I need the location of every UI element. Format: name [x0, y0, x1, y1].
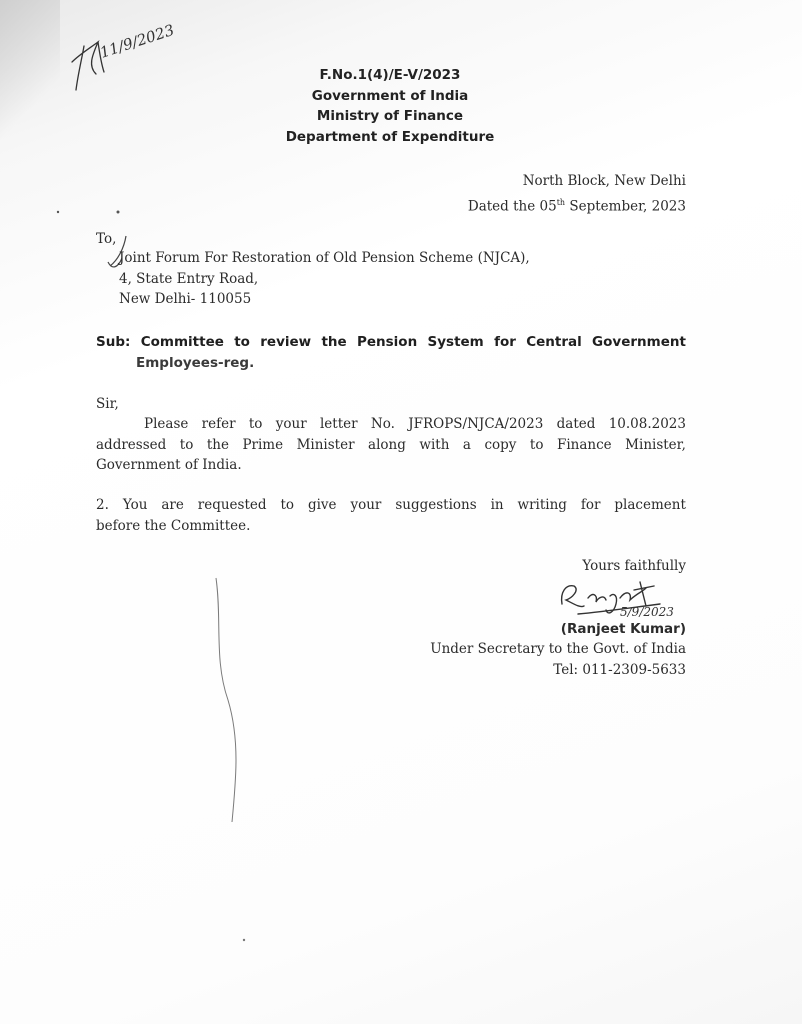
- ministry-name: Ministry of Finance: [316, 108, 464, 124]
- word: System: [427, 334, 484, 350]
- word: No.: [370, 416, 395, 432]
- word: JFROPS/NJCA/2023: [408, 416, 544, 432]
- paragraph-line: Government of India.: [96, 457, 242, 473]
- word: to: [248, 416, 263, 432]
- paragraph-line: [96, 414, 686, 435]
- word: the: [206, 436, 229, 453]
- word: your: [350, 497, 382, 513]
- word: Committee: [140, 334, 224, 350]
- word: Government: [592, 334, 686, 350]
- paragraph-2: [96, 495, 686, 536]
- word: Please: [144, 416, 189, 432]
- recipient-line: 4, State Entry Road,: [119, 270, 259, 287]
- word: 10.08.2023: [608, 416, 686, 432]
- word: with: [419, 436, 450, 453]
- word: the: [321, 334, 347, 350]
- word: Minister: [296, 436, 355, 453]
- paragraph-line: [96, 495, 686, 516]
- word: are: [161, 497, 184, 513]
- word: suggestions: [395, 497, 477, 513]
- word: refer: [201, 416, 236, 432]
- place-and-date: [468, 170, 686, 218]
- letter-date: Dated the 05th September, 2023: [467, 198, 686, 215]
- subject-line: Employees-reg.: [136, 355, 255, 371]
- word: for: [494, 334, 516, 350]
- word: for: [580, 497, 601, 513]
- recipient-line: New Delhi- 110055: [119, 291, 252, 307]
- subject-line: [96, 332, 686, 353]
- word: copy: [484, 436, 517, 453]
- to-label: To,: [96, 231, 117, 247]
- word: to: [179, 436, 194, 453]
- paragraph-1: [96, 414, 686, 476]
- word: to: [234, 334, 250, 350]
- paper-crease: [216, 578, 236, 822]
- word: addressed: [96, 436, 167, 453]
- speck: [117, 211, 120, 214]
- government-name: Government of India: [311, 87, 469, 104]
- signatory-name: (Ranjeet Kumar): [560, 620, 686, 637]
- location: North Block, New Delhi: [522, 173, 686, 189]
- word: You: [122, 497, 148, 513]
- signature-space: [430, 577, 686, 619]
- speck: [57, 211, 59, 213]
- word: to: [280, 497, 295, 513]
- signature-block: [430, 556, 686, 680]
- file-number: F.No.1(4)/E-V/2023: [319, 67, 461, 83]
- top-annotation-date: 11/9/2023: [97, 20, 177, 62]
- department-name: Department of Expenditure: [285, 128, 495, 145]
- signature-date: 5/9/2023: [620, 605, 674, 619]
- word: Sub:: [96, 334, 131, 350]
- salutation: Sir,: [96, 396, 119, 412]
- paragraph-line: before the Committee.: [96, 517, 251, 534]
- word: writing: [517, 497, 567, 513]
- word: dated: [556, 416, 596, 432]
- word: requested: [197, 497, 267, 513]
- speck: [243, 939, 245, 941]
- word: 2.: [96, 497, 109, 513]
- word: Central: [526, 334, 582, 350]
- paragraph-line: [96, 435, 686, 456]
- designation: Under Secretary to the Govt. of India: [430, 641, 686, 657]
- word: Minister,: [625, 436, 686, 453]
- word: review: [260, 334, 312, 350]
- recipient-address: [119, 248, 530, 310]
- word: letter: [319, 416, 358, 432]
- word: Pension: [356, 334, 418, 350]
- word: placement: [614, 497, 686, 513]
- telephone: Tel: 011-2309-5633: [553, 661, 686, 678]
- subject: [96, 332, 686, 374]
- word: to: [529, 436, 544, 453]
- closing: Yours faithfully: [582, 558, 686, 574]
- word: your: [275, 416, 307, 432]
- word: along: [368, 436, 406, 453]
- word: a: [462, 436, 471, 453]
- word: Finance: [556, 436, 612, 453]
- word: in: [490, 497, 504, 513]
- recipient-line: Joint Forum For Restoration of Old Pension Scheme (NJCA),: [119, 250, 530, 266]
- word: Prime: [242, 436, 284, 453]
- word: give: [307, 497, 337, 513]
- letter-header: [250, 65, 530, 147]
